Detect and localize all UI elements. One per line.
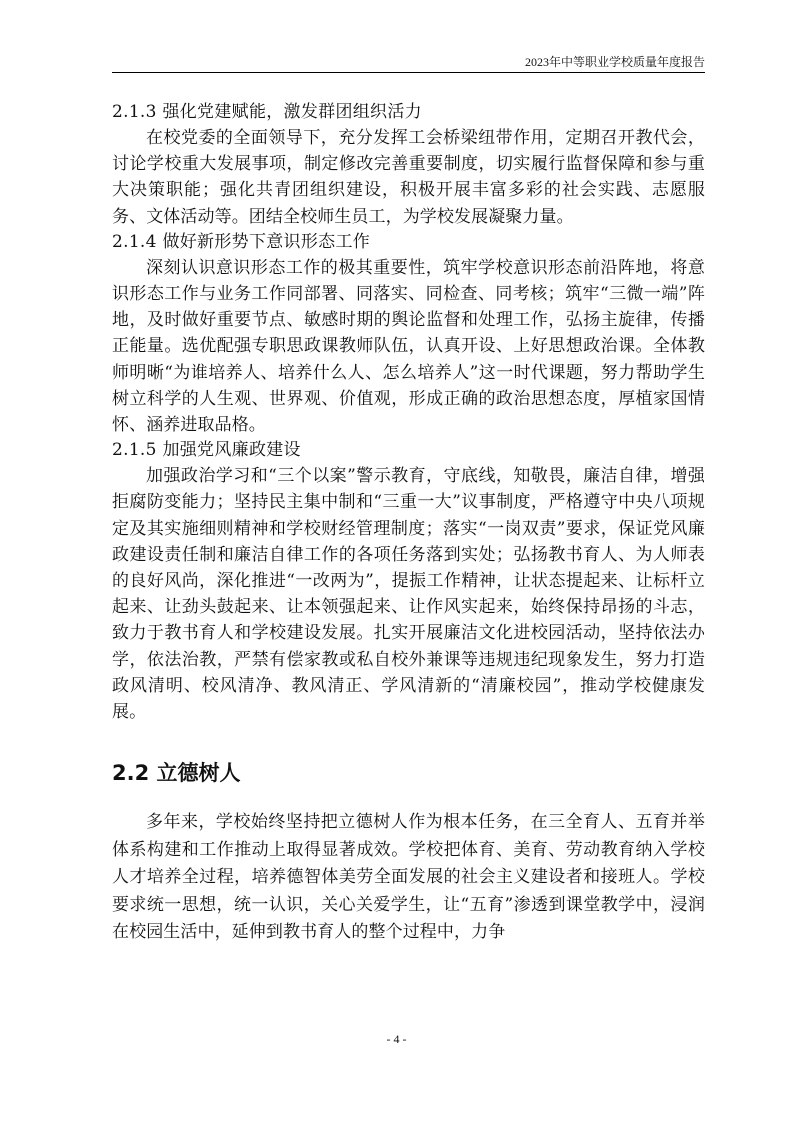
section-body-2-1-3: 在校党委的全面领导下，充分发挥工会桥梁纽带作用，定期召开教代会，讨论学校重大发展事项，制定修改完善重要制度，切实履行监督保障和参与重大决策职能；强化共青团组织建设，积极开展丰富多彩的社会实践、志愿服务、文体活动等。团结全校师生员工，为学校发展凝聚力量。 [112,128,705,227]
page-content [112,100,705,947]
section-heading-2-2: 2.2 立德树人 [112,761,241,786]
section-heading-2-1-4: 2.1.4 做好新形势下意识形态工作 [112,231,371,252]
page-number: - 4 - [386,1032,407,1046]
section-body-2-2: 多年来，学校始终坚持把立德树人作为根本任务，在三全育人、五育并举体系构建和工作推动上取得显著成效。学校把体育、美育、劳动教育纳入学校人才培养全过程，培养德智体美劳全面发展的社会主义建设者和接班人。学校要求统一思想，统一认识，关心关爱学生，让“五育”渗透到课堂教学中，浸润在校园生活中，延伸到教书育人的整个过程中，力争 [112,812,705,943]
section-heading-2-1-5: 2.1.5 加强党风廉政建设 [112,440,301,461]
section-body-2-1-4: 深刻认识意识形态工作的极其重要性，筑牢学校意识形态前沿阵地，将意识形态工作与业务工作同部署、同落实、同检查、同考核；筑牢“三微一端”阵地，及时做好重要节点、敏感时期的舆论监督和处理工作，弘扬主旋律，传播正能量。选优配强专职思政课教师队伍，认真开设、上好思想政治课。全体教师明晰“为谁培养人、培养什么人、怎么培养人”这一时代课题，努力帮助学生树立科学的人生观、世界观、价值观，形成正确的政治思想态度，厚植家国情怀、涵养进取品格。 [112,257,705,436]
section-body-2-1-5: 加强政治学习和“三个以案”警示教育，守底线，知敬畏，廉洁自律，增强拒腐防变能力；坚持民主集中制和“三重一大”议事制度，严格遵守中央八项规定及其实施细则精神和学校财经管理制度；落实“一岗双责”要求，保证党风廉政建设责任制和廉洁自律工作的各项任务落到实处；弘扬教书育人、为人师表的良好风尚，深化推进“一改两为”，提振工作精神，让状态提起来、让标杆立起来、让劲头鼓起来、让本领强起来、让作风实起来，始终保持昂扬的斗志，致力于教书育人和学校建设发展。扎实开展廉洁文化进校园活动，坚持依法办学，依法治教，严禁有偿家教或私自校外兼课等违规违纪现象发生，努力打造政风清明、校风清净、教风清正、学风清新的“清廉校园”，推动学校健康发展。 [112,466,705,723]
section-heading-2-1-3: 2.1.3 强化党建赋能，激发群团组织活力 [112,102,422,122]
page-header: 2023年中等职业学校质量年度报告 [524,55,705,69]
header-divider [112,72,705,73]
